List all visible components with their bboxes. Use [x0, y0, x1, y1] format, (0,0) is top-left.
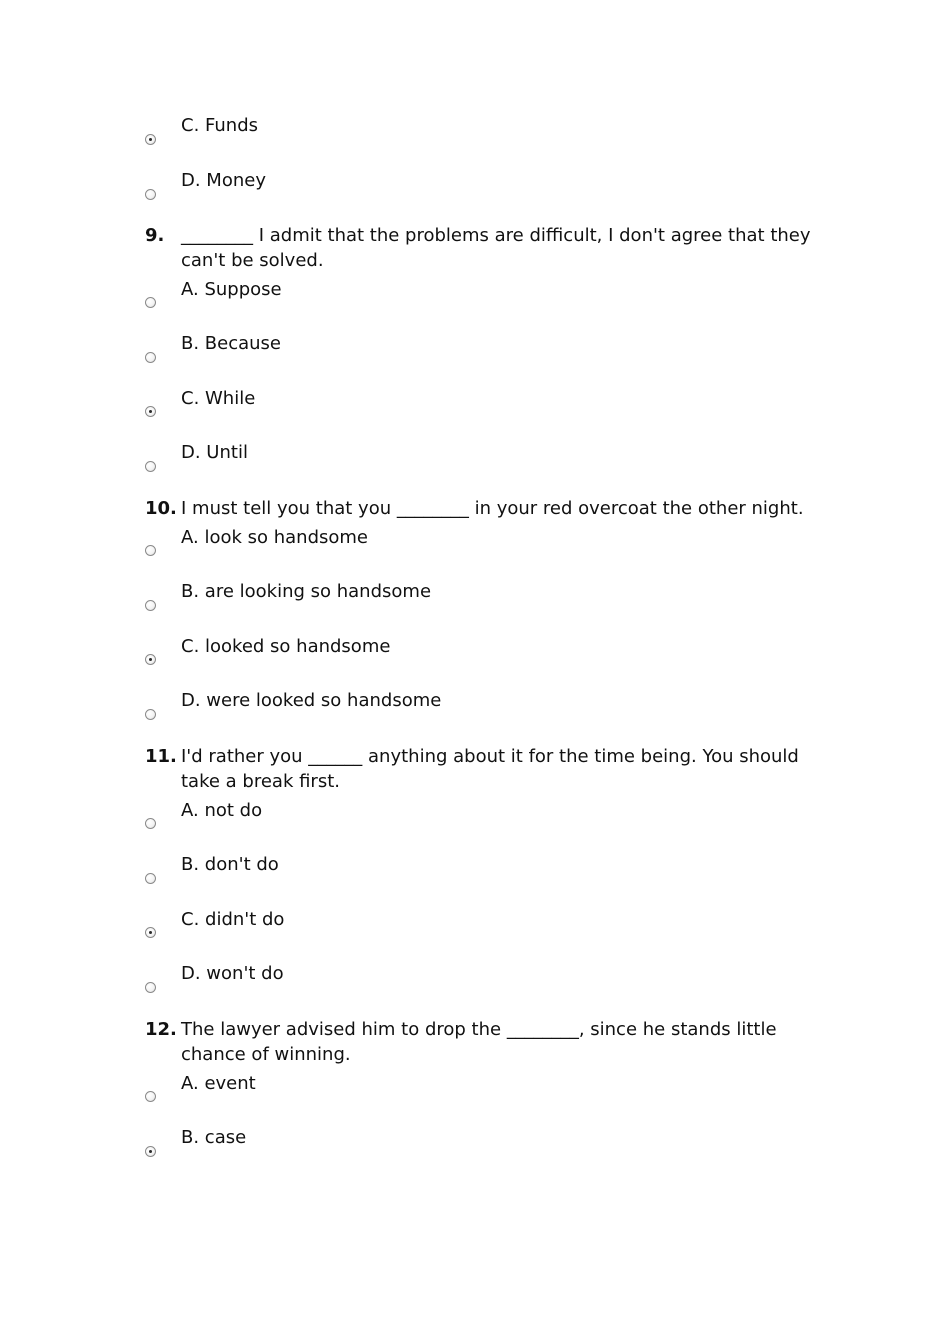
question-number: 9.: [145, 225, 165, 246]
radio-selected-dot: [149, 658, 152, 661]
radio-selected-dot: [149, 410, 152, 413]
radio-selected-dot: [149, 138, 152, 141]
option-label: B. case: [181, 1127, 247, 1148]
option-label: A. Suppose: [181, 279, 282, 300]
radio-option-d[interactable]: [145, 982, 156, 993]
option-label: D. won't do: [181, 963, 284, 984]
radio-option-c[interactable]: [145, 134, 156, 145]
question-text: I must tell you that you ________ in your red overcoat the other night.: [181, 498, 804, 519]
option-label: C. didn't do: [181, 909, 285, 930]
radio-option-a[interactable]: [145, 297, 156, 308]
radio-option-b[interactable]: [145, 1146, 156, 1157]
option-label: D. Until: [181, 442, 248, 463]
radio-option-d[interactable]: [145, 461, 156, 472]
radio-option-b[interactable]: [145, 873, 156, 884]
option-label: A. look so handsome: [181, 527, 368, 548]
radio-option-c[interactable]: [145, 654, 156, 665]
question-number: 11.: [145, 746, 177, 767]
option-label: D. Money: [181, 170, 266, 191]
question-number: 10.: [145, 498, 177, 519]
question-text: ________ I admit that the problems are difficult, I don't agree that they can't be solved.: [181, 225, 811, 271]
option-label: C. Funds: [181, 115, 259, 136]
radio-option-a[interactable]: [145, 1091, 156, 1102]
radio-option-b[interactable]: [145, 600, 156, 611]
radio-selected-dot: [149, 1150, 152, 1153]
question-number: 12.: [145, 1019, 177, 1040]
radio-option-a[interactable]: [145, 818, 156, 829]
option-label: C. looked so handsome: [181, 636, 391, 657]
radio-option-d[interactable]: [145, 189, 156, 200]
option-label: C. While: [181, 388, 256, 409]
option-label: B. Because: [181, 333, 282, 354]
radio-option-c[interactable]: [145, 927, 156, 938]
option-label: B. are looking so handsome: [181, 581, 432, 602]
radio-option-d[interactable]: [145, 709, 156, 720]
option-label: B. don't do: [181, 854, 279, 875]
option-label: D. were looked so handsome: [181, 690, 442, 711]
radio-selected-dot: [149, 931, 152, 934]
question-text: The lawyer advised him to drop the ________, since he stands little chance of winning.: [181, 1019, 777, 1065]
question-text: I'd rather you ______ anything about it for the time being. You should take a break first.: [181, 746, 799, 792]
option-label: A. event: [181, 1073, 256, 1094]
option-label: A. not do: [181, 800, 263, 821]
radio-option-b[interactable]: [145, 352, 156, 363]
radio-option-a[interactable]: [145, 545, 156, 556]
radio-option-c[interactable]: [145, 406, 156, 417]
